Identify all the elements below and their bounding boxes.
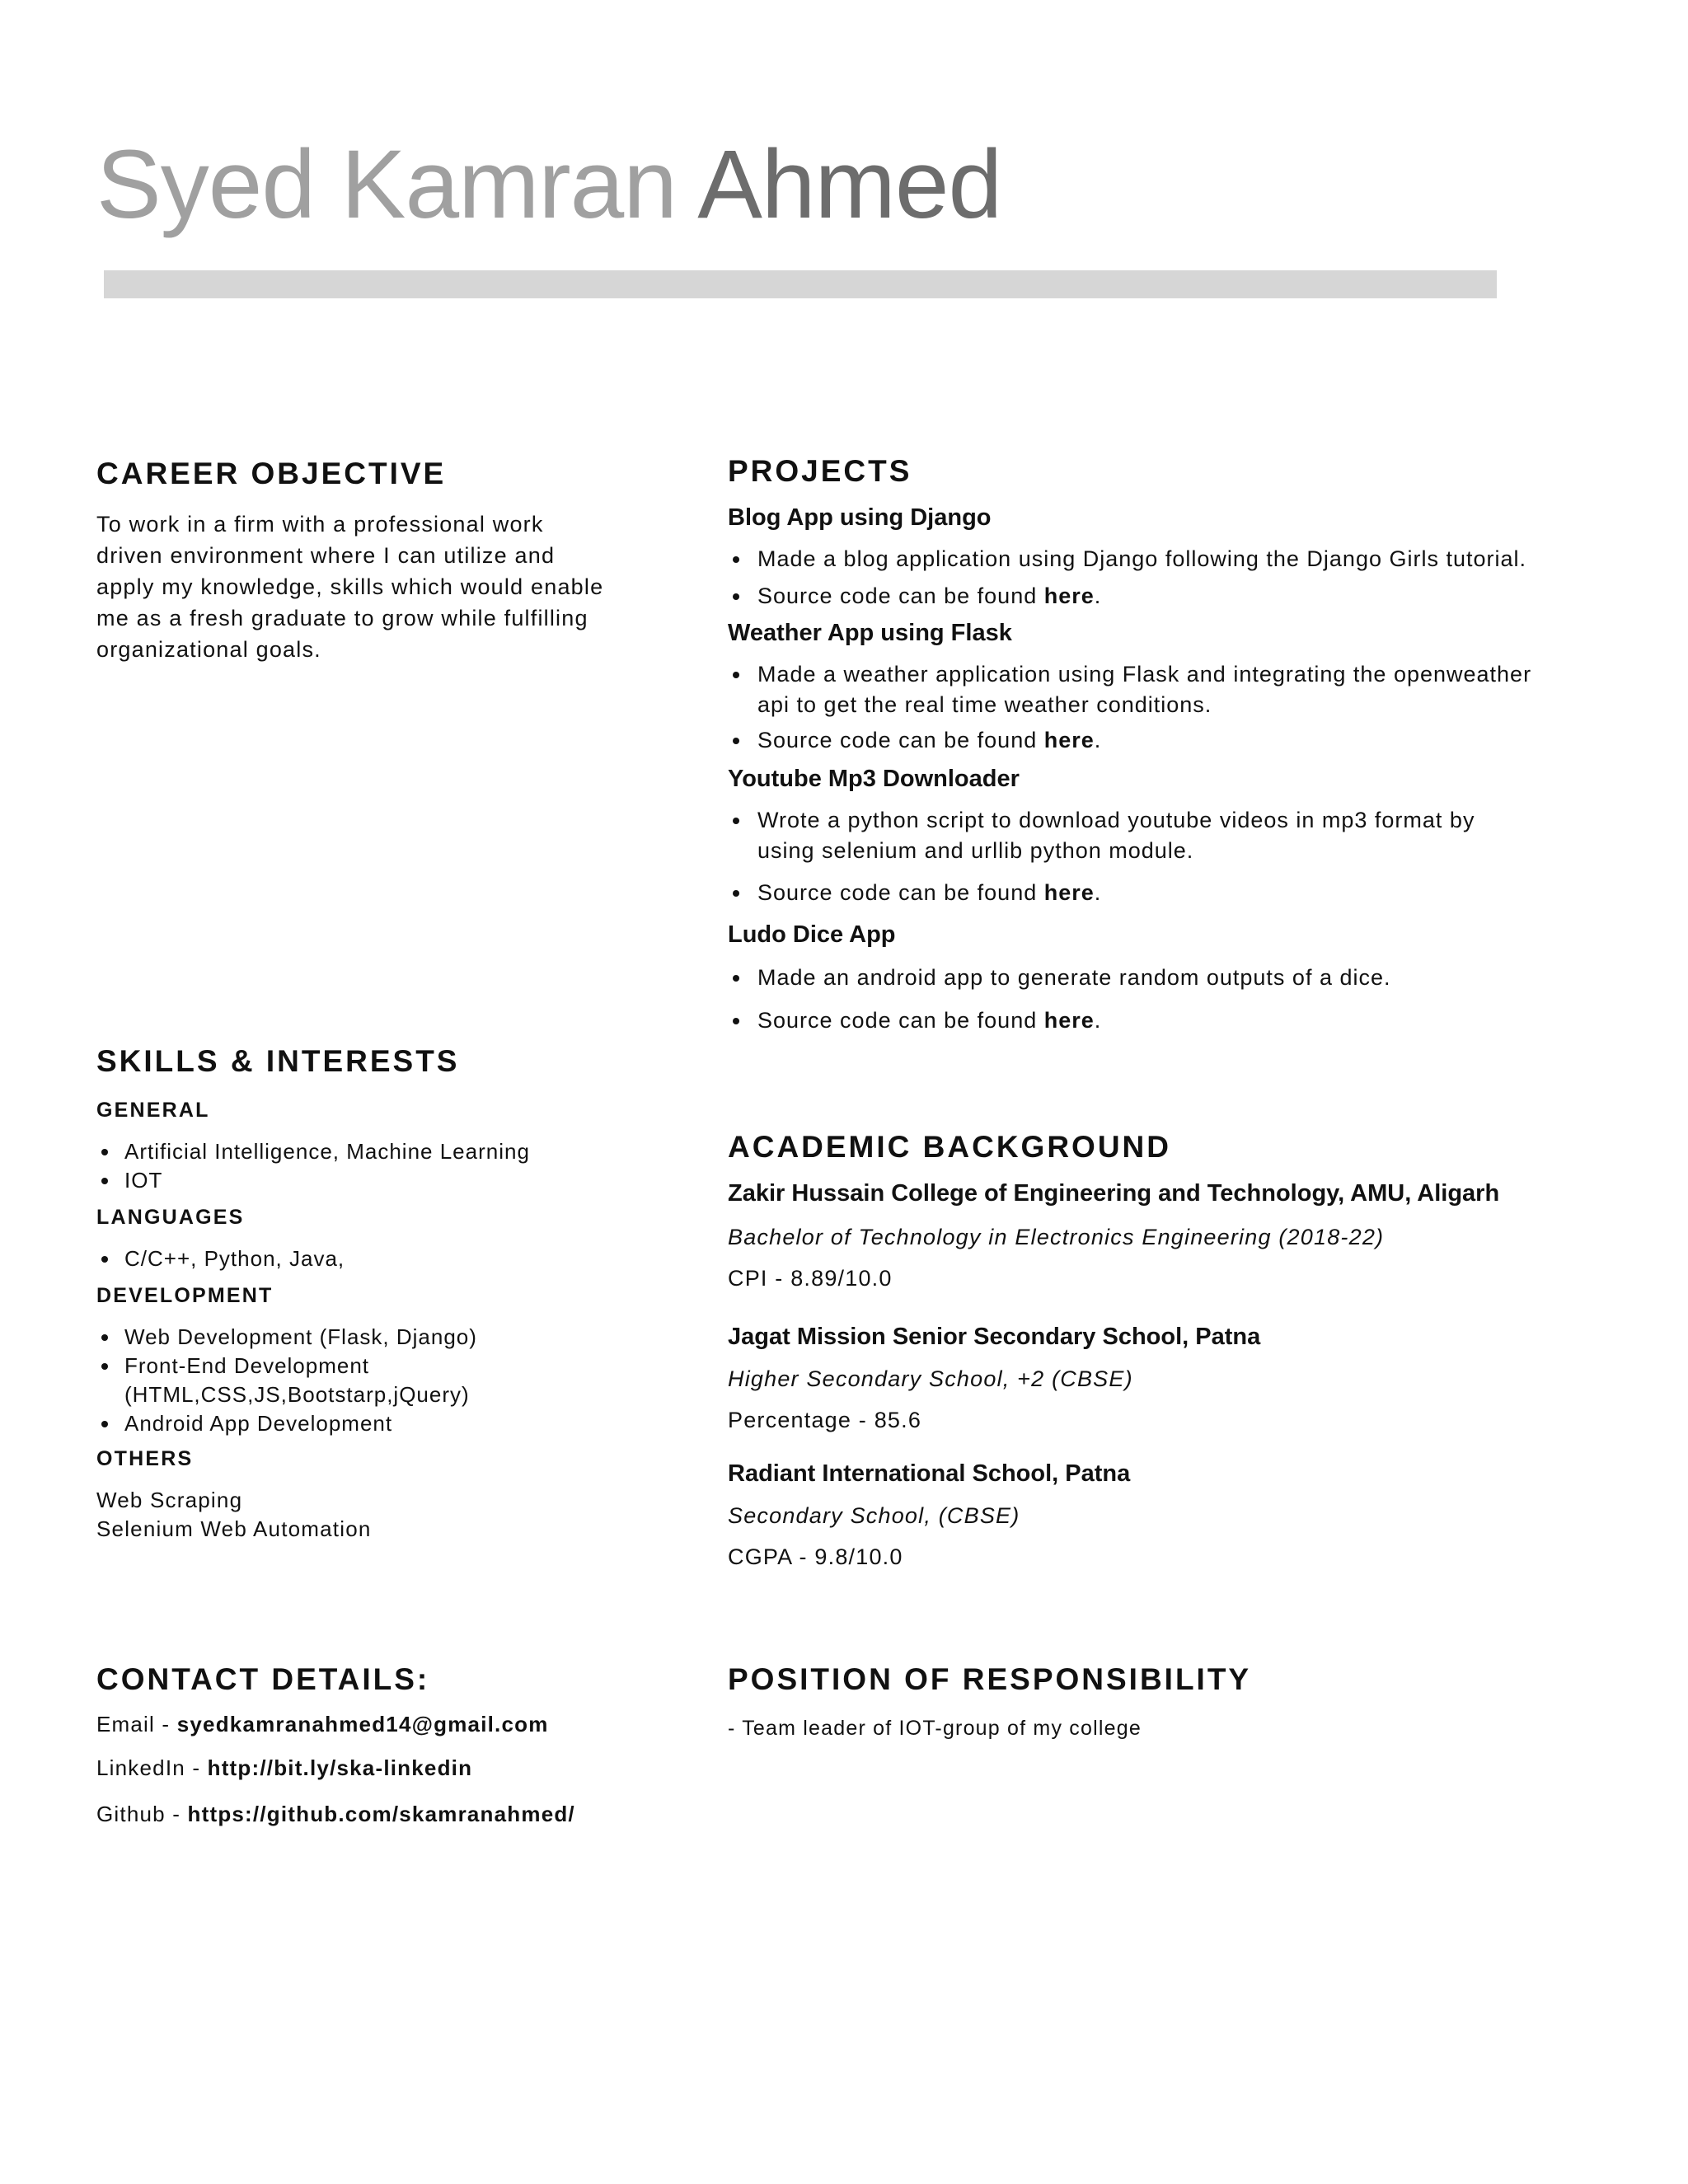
period: .	[1094, 728, 1102, 752]
school-name: Jagat Mission Senior Secondary School, Patna	[728, 1324, 1261, 1350]
project-bullets	[728, 805, 1601, 908]
section-title: POSITION OF RESPONSIBILITY	[728, 1662, 1252, 1696]
list-item: Made a blog application using Django following the Django Girls tutorial.	[728, 544, 1601, 574]
skills-general-list	[96, 1137, 657, 1195]
github-link[interactable]: https://github.com/skamranahmed/	[187, 1802, 575, 1826]
list-item	[728, 581, 1601, 612]
school-name: Zakir Hussain College of Engineering and Technology, AMU, Aligarh	[728, 1180, 1500, 1207]
list-item-text: api to get the real time weather conditions.	[757, 692, 1212, 717]
section-title: SKILLS & INTERESTS	[96, 1044, 460, 1078]
academic-section	[728, 1129, 1601, 1572]
skills-development-label: DEVELOPMENT	[96, 1284, 274, 1307]
project-title: Ludo Dice App	[728, 921, 896, 948]
responsibility-section	[728, 1661, 1601, 1744]
first-name: Syed Kamran	[96, 130, 677, 239]
source-link[interactable]: here	[1043, 583, 1095, 608]
objective-line: me as a fresh graduate to grow while fulfilling	[96, 606, 588, 630]
list-item: Artificial Intelligence, Machine Learning	[96, 1137, 657, 1166]
contact-email	[96, 1709, 657, 1739]
list-item	[728, 659, 1601, 720]
list-item	[728, 1005, 1601, 1036]
github-label: Github -	[96, 1802, 188, 1826]
list-item: Front-End Development	[96, 1352, 657, 1380]
list-item: Web Development (Flask, Django)	[96, 1323, 657, 1352]
others-item: Selenium Web Automation	[96, 1516, 372, 1541]
score: CGPA - 9.8/10.0	[728, 1544, 903, 1569]
section-title: CONTACT DETAILS:	[96, 1662, 430, 1696]
project-title: Blog App using Django	[728, 504, 992, 531]
project-title: Weather App using Flask	[728, 620, 1012, 646]
linkedin-link[interactable]: http://bit.ly/ska-linkedin	[207, 1755, 473, 1780]
projects-section	[728, 453, 1601, 1036]
section-title: CAREER OBJECTIVE	[96, 457, 447, 490]
project-title: Youtube Mp3 Downloader	[728, 766, 1020, 792]
score: CPI - 8.89/10.0	[728, 1266, 893, 1291]
left-column	[96, 0, 657, 2184]
degree: Higher Secondary School, +2 (CBSE)	[728, 1366, 1133, 1391]
contact-linkedin	[96, 1753, 657, 1783]
skills-development-list	[96, 1323, 657, 1438]
others-item: Web Scraping	[96, 1488, 243, 1512]
email-link[interactable]: syedkamranahmed14@gmail.com	[176, 1712, 549, 1736]
score: Percentage - 85.6	[728, 1408, 922, 1432]
list-item-text: Made a weather application using Flask and integrating the openweather	[757, 662, 1532, 687]
skills-section	[96, 1043, 657, 1544]
list-item	[728, 878, 1601, 908]
list-item	[728, 725, 1601, 756]
section-title: PROJECTS	[728, 454, 912, 488]
list-item	[728, 805, 1601, 866]
contact-github	[96, 1799, 657, 1829]
section-title: ACADEMIC BACKGROUND	[728, 1130, 1171, 1164]
period: .	[1094, 880, 1102, 905]
source-text: Source code can be found	[757, 1008, 1044, 1033]
skills-general-label: GENERAL	[96, 1099, 210, 1122]
objective-line: To work in a firm with a professional work	[96, 512, 544, 537]
source-text: Source code can be found	[757, 728, 1044, 752]
list-item: IOT	[96, 1166, 657, 1195]
project-bullets	[728, 544, 1601, 612]
source-text: Source code can be found	[757, 583, 1044, 608]
degree: Bachelor of Technology in Electronics Engineering (2018-22)	[728, 1225, 1385, 1249]
list-item: C/C++, Python, Java,	[96, 1244, 657, 1273]
responsibility-text: - Team leader of IOT-group of my college	[728, 1717, 1142, 1740]
skills-others-label: OTHERS	[96, 1447, 194, 1470]
right-column	[728, 0, 1601, 2184]
objective-line: driven environment where I can utilize and	[96, 543, 556, 568]
skills-languages-label: LANGUAGES	[96, 1206, 245, 1229]
source-link[interactable]: here	[1043, 880, 1095, 905]
school-name: Radiant International School, Patna	[728, 1460, 1131, 1487]
list-item-text: using selenium and urllib python module.	[757, 838, 1194, 863]
list-item: Android App Development	[96, 1409, 657, 1438]
project-bullets	[728, 659, 1601, 756]
period: .	[1094, 1008, 1102, 1033]
linkedin-label: LinkedIn -	[96, 1755, 208, 1780]
skills-others-list	[96, 1486, 657, 1544]
skills-languages-list	[96, 1244, 657, 1273]
email-label: Email -	[96, 1712, 177, 1736]
list-item: Made an android app to generate random outputs of a dice.	[728, 963, 1601, 993]
objective-line: organizational goals.	[96, 637, 321, 662]
career-objective-text	[96, 509, 657, 665]
source-text: Source code can be found	[757, 880, 1044, 905]
source-link[interactable]: here	[1043, 1008, 1095, 1033]
period: .	[1094, 583, 1102, 608]
list-item-text: (HTML,CSS,JS,Bootstarp,jQuery)	[124, 1382, 470, 1407]
degree: Secondary School, (CBSE)	[728, 1503, 1020, 1528]
objective-line: apply my knowledge, skills which would enable	[96, 574, 604, 599]
list-item-continuation	[96, 1380, 657, 1409]
last-name: Ahmed	[697, 130, 1002, 239]
source-link[interactable]: here	[1043, 728, 1095, 752]
list-item-text: Wrote a python script to download youtube videos in mp3 format by	[757, 808, 1475, 832]
career-objective-section	[96, 456, 657, 665]
project-bullets	[728, 963, 1601, 1036]
contact-section	[96, 1661, 657, 1829]
